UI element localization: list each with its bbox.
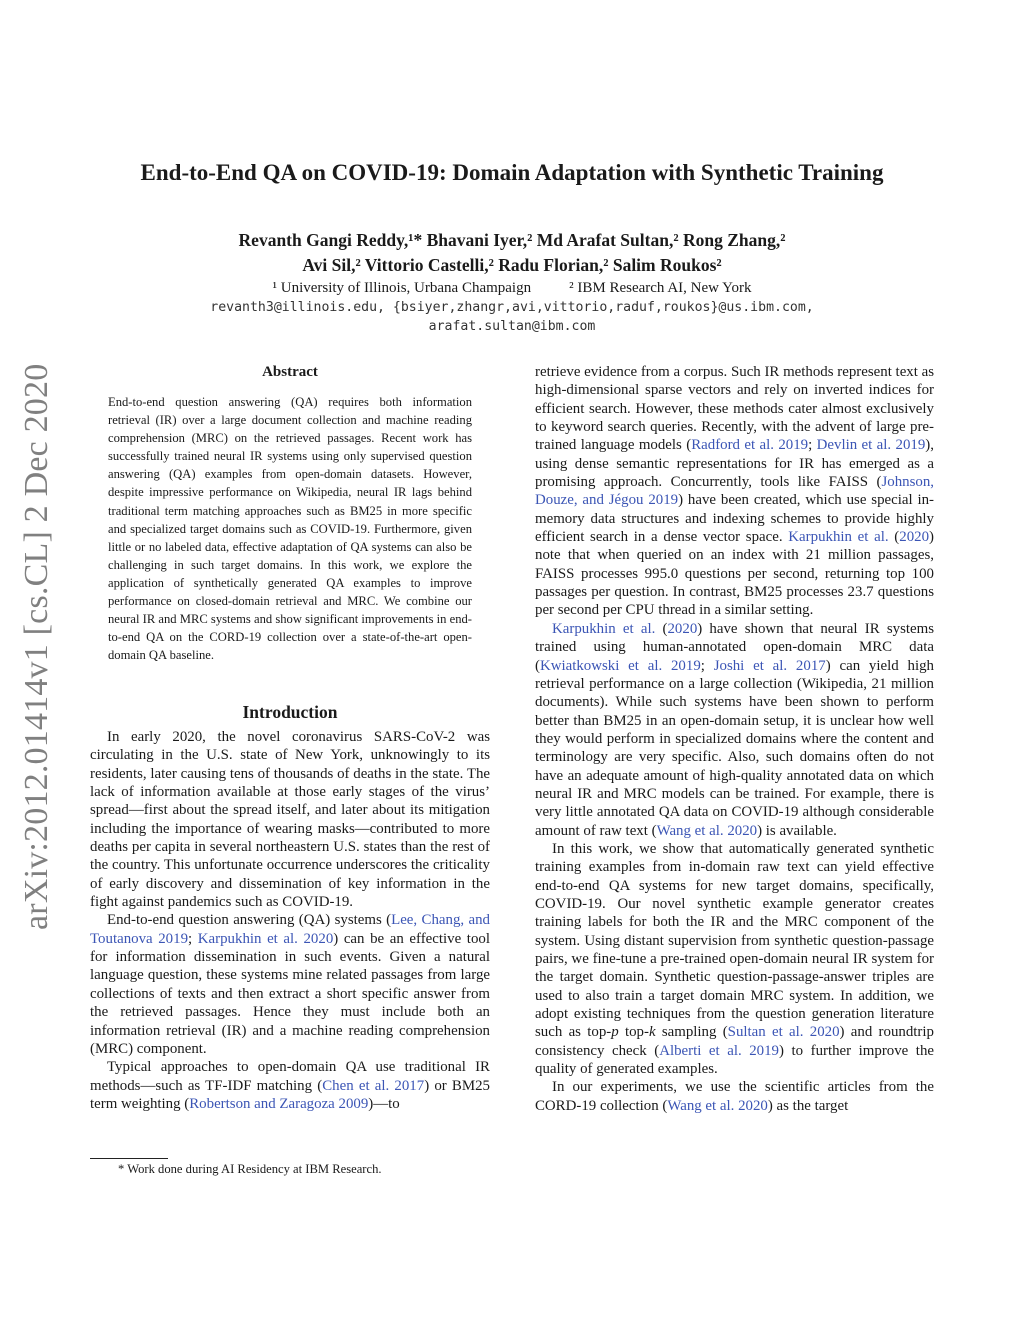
citation-karpukhin-year-2[interactable]: 2020 xyxy=(667,620,698,637)
affiliation-illinois: ¹ University of Illinois, Urbana Champaign xyxy=(272,280,532,296)
intro-paragraph-1: In early 2020, the novel coronavirus SARS-CoV-2 was circulating in the U.S. state of New York, unknowingly to its residents, later causing tens of thousands of deaths in the state. The lack of information available at those early stages of the virus’ spread—first about the spread itself, and later about its mitigation including the importance of wearing masks—contributed to more deaths per capita in several northeastern U.S. states than the rest of the country. This unfortunate occurrence underscores the criticality of early discovery and dissemination of key information in the fight against pandemics such as COVID-19. xyxy=(90,729,490,911)
citation-karpukhin-year[interactable]: 2020 xyxy=(899,529,930,546)
footnote-divider xyxy=(90,1158,168,1159)
citation-karpukhin-author[interactable]: Karpukhin et al. xyxy=(788,529,889,546)
right-column xyxy=(535,363,934,1115)
citation-karpukhin-2020[interactable]: Karpukhin et al. 2020 xyxy=(197,930,334,947)
citation-chen-2017[interactable]: Chen et al. 2017 xyxy=(322,1077,425,1094)
authors-line-1: Revanth Gangi Reddy,¹* Bhavani Iyer,² Md Arafat Sultan,² Rong Zhang,² xyxy=(238,230,786,250)
citation-kwiatkowski-2019[interactable]: Kwiatkowski et al. 2019 xyxy=(539,657,701,674)
citation-karpukhin-author-2[interactable]: Karpukhin et al. xyxy=(552,620,656,637)
affiliation-ibm: ² IBM Research AI, New York xyxy=(569,280,752,296)
citation-wang-2020-b[interactable]: Wang et al. 2020 xyxy=(667,1097,768,1114)
citation-sultan-2020[interactable]: Sultan et al. 2020 xyxy=(727,1024,840,1041)
emails-line-2: arafat.sultan@ibm.com xyxy=(428,319,596,334)
citation-radford-2019[interactable]: Radford et al. 2019 xyxy=(691,437,809,454)
citation-lee-2019[interactable]: Lee, Chang, and Toutanova 2019 xyxy=(90,912,490,947)
affiliations xyxy=(0,279,1024,297)
author-emails xyxy=(0,298,1024,336)
citation-robertson-2009[interactable]: Robertson and Zaragoza 2009 xyxy=(189,1095,369,1112)
intro-paragraph-3: Typical approaches to open-domain QA use traditional IR methods—such as TF-IDF matching (Chen et al. 2017) or BM25 term weighting (Robertson and Zaragoza 2009)—to xyxy=(90,1059,490,1112)
left-column xyxy=(90,728,490,1113)
right-paragraph-2: Karpukhin et al. (2020) have shown that neural IR systems trained using human-annotated open-domain MRC data (Kwiatkowski et al. 2019; Joshi et al. 2017) can yield high retrieval performance on a large collection (Wikipedia, 21 million documents). While such systems have been shown to perform better than BM25 in an open-domain setup, it is unclear how well they would perform in specialized domains where the content and terminology are very specific. Also, such domains often do not have an adequate amount of high-quality annotated data on which neural IR and MRC models can be trained. For example, there is very little annotated QA data on COVID-19 although considerable amount of raw text (Wang et al. 2020) is available. xyxy=(535,620,935,839)
right-paragraph-3: In this work, we show that automatically generated synthetic training examples from in-domain raw text can yield effective end-to-end QA systems for new target domains, specifically, COVID-19. Our novel synthetic example generator creates training labels for both the IR and the MRC component of the system. Using distant supervision from synthetic question-passage pairs, we fine-tune a pre-trained open-domain neural IR system for the target domain. Synthetic question-passage-answer triples are used to also train a target domain MRC system. In addition, we adopt existing techniques from the question generation literature such as top-p top-k sampling (Sultan et al. 2020) and roundtrip consistency check (Alberti et al. 2019) to further improve the quality of generated examples. xyxy=(535,840,934,1078)
citation-wang-2020[interactable]: Wang et al. 2020 xyxy=(656,822,758,839)
abstract-heading: Abstract xyxy=(262,364,318,380)
intro-paragraph-2: End-to-end question answering (QA) systems (Lee, Chang, and Toutanova 2019; Karpukhin et al. 2020) can be an effective tool for information dissemination in such events. Given a natural language question, these systems mine related passages from large collections of texts and then extract a short specific answer from the retrieved passages. Hence they must include both an information retrieval (IR) and a machine reading comprehension (MRC) component. xyxy=(90,912,490,1057)
paper-title: End-to-End QA on COVID-19: Domain Adaptation with Synthetic Training xyxy=(140,160,884,185)
citation-alberti-2019[interactable]: Alberti et al. 2019 xyxy=(659,1042,779,1059)
emails-line-1: revanth3@illinois.edu, {bsiyer,zhangr,avi,vittorio,raduf,roukos}@us.ibm.com, xyxy=(210,300,814,315)
author-list xyxy=(0,228,1024,278)
right-paragraph-4: In our experiments, we use the scientific articles from the CORD-19 collection (Wang et al. 2020) as the target xyxy=(535,1079,934,1114)
citation-joshi-2017[interactable]: Joshi et al. 2017 xyxy=(713,657,826,674)
authors-line-2: Avi Sil,² Vittorio Castelli,² Radu Florian,² Salim Roukos² xyxy=(302,255,722,275)
arxiv-identifier-stamp: arXiv:2012.01414v1 [cs.CL] 2 Dec 2020 xyxy=(18,363,55,930)
citation-johnson-2019[interactable]: Johnson, Douze, and Jégou 2019 xyxy=(535,474,934,509)
footnote: * Work done during AI Residency at IBM Research. xyxy=(118,1162,382,1176)
abstract-text: End-to-end question answering (QA) requires both information retrieval (IR) over a large document collection and machine reading comprehension (MRC) on the retrieved passages. Recent work has successfully trained neural IR systems using only supervised question answering (QA) examples from open-domain datasets. However, despite impressive performance on Wikipedia, neural IR lags behind traditional term matching approaches such as BM25 in more specific and specialized target domains such as COVID-19. Furthermore, given little or no labeled data, effective adaptation of QA systems can also be challenging in such target domains. In this work, we explore the application of synthetically generated QA examples to improve performance on closed-domain retrieval and MRC. We combine our neural IR and MRC systems and show significant improvements in end-to-end QA on the CORD-19 collection over a state-of-the-art open-domain QA baseline. xyxy=(108,395,472,663)
citation-devlin-2019[interactable]: Devlin et al. 2019 xyxy=(816,437,926,454)
right-paragraph-1: retrieve evidence from a corpus. Such IR methods represent text as high-dimensional sparse vectors and rely on inverted indices for efficient search. However, these methods cater almost exclusively to keyword search queries. Recently, with the advent of large pre-trained language models (Radford et al. 2019; Devlin et al. 2019), using dense semantic representations for IR has emerged as a promising approach. Concurrently, tools like FAISS (Johnson, Douze, and Jégou 2019) have been created, which use special in-memory data structures and indexing schemes to provide highly efficient search in a dense vector space. Karpukhin et al. (2020) note that when queried on an index with 21 million passages, FAISS processes 995.0 questions per second, returning top 100 passages per question. In contrast, BM25 processes 23.7 questions per second per CPU thread in a similar setting. xyxy=(535,364,935,619)
introduction-heading: Introduction xyxy=(242,702,338,722)
